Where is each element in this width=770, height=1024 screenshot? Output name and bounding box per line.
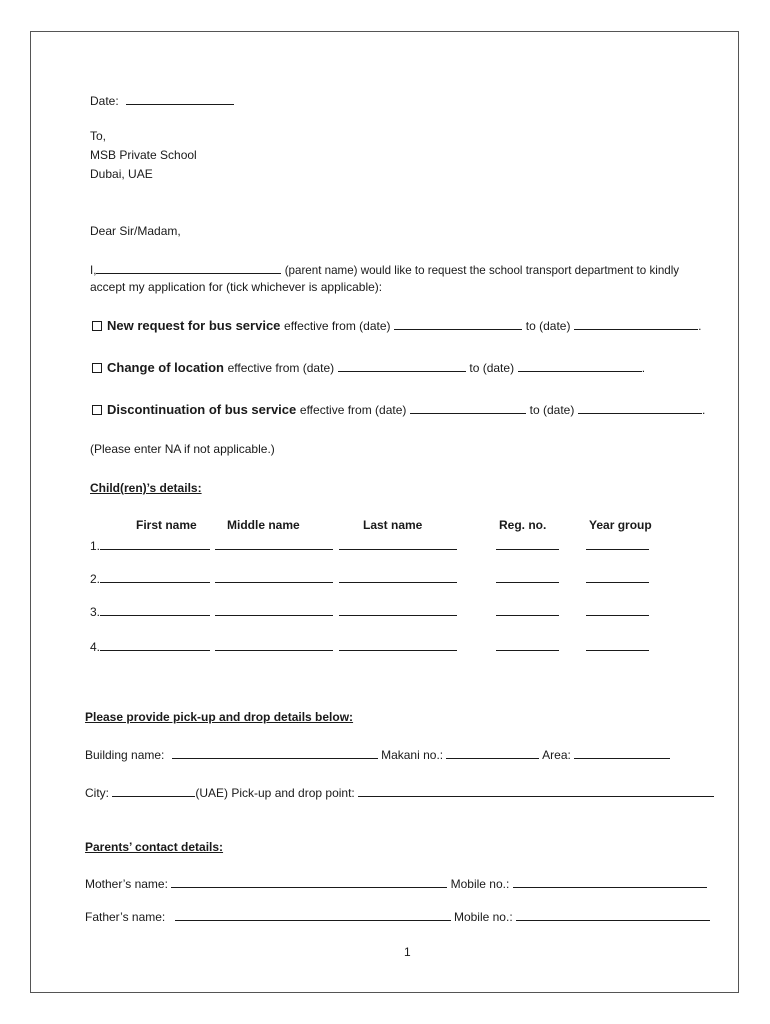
- last-name-field[interactable]: [339, 639, 457, 651]
- salutation: Dear Sir/Madam,: [90, 224, 181, 238]
- city-field[interactable]: [112, 785, 195, 797]
- option-new-request-label: New request for bus service: [107, 318, 281, 333]
- mother-mobile-label: Mobile no.:: [450, 877, 510, 891]
- intro-line-2: accept my application for (tick whichever is applicable):: [90, 280, 383, 294]
- new-request-to-date-field[interactable]: [574, 318, 698, 330]
- last-name-field[interactable]: [339, 604, 457, 616]
- last-name-field[interactable]: [339, 538, 457, 550]
- child-row: [90, 604, 649, 619]
- option-new-request-from: effective from (date): [284, 319, 391, 333]
- year-group-field[interactable]: [586, 604, 649, 616]
- middle-name-field[interactable]: [215, 538, 333, 550]
- option-new-request: [92, 318, 701, 333]
- na-note: (Please enter NA if not applicable.): [90, 442, 275, 456]
- building-name-field[interactable]: [172, 747, 378, 759]
- col-middle-name: Middle name: [227, 518, 300, 532]
- parent-name-field[interactable]: [96, 262, 281, 274]
- change-location-to-date-field[interactable]: [518, 360, 642, 372]
- father-mobile-field[interactable]: [516, 909, 710, 921]
- date-field[interactable]: [126, 93, 234, 105]
- reg-no-field[interactable]: [496, 538, 559, 550]
- year-group-field[interactable]: [586, 639, 649, 651]
- change-location-from-date-field[interactable]: [338, 360, 466, 372]
- new-request-checkbox[interactable]: [92, 321, 102, 331]
- to-line: To,: [90, 129, 107, 143]
- year-group-field[interactable]: [586, 571, 649, 583]
- option-discontinuation: [92, 402, 705, 417]
- children-heading: Child(ren)’s details:: [90, 481, 202, 495]
- form-page: [30, 31, 739, 993]
- first-name-field[interactable]: [100, 604, 210, 616]
- building-label: Building name:: [85, 748, 165, 762]
- reg-no-field[interactable]: [496, 571, 559, 583]
- building-line: [85, 747, 670, 762]
- father-label: Father’s name:: [85, 910, 166, 924]
- col-year-group: Year group: [589, 518, 652, 532]
- row-number: 1.: [90, 539, 101, 553]
- date-line: [90, 93, 234, 108]
- option-change-location-end: .: [641, 361, 646, 375]
- option-discontinuation-to: to (date): [529, 403, 575, 417]
- mother-mobile-field[interactable]: [513, 876, 707, 888]
- option-change-location-label: Change of location: [107, 360, 224, 375]
- area-field[interactable]: [574, 747, 670, 759]
- page-number: 1: [404, 945, 411, 959]
- uae-pickup-label: (UAE) Pick-up and drop point:: [195, 786, 355, 800]
- city-line: [85, 785, 714, 800]
- city-label: City:: [85, 786, 109, 800]
- option-new-request-end: .: [698, 319, 702, 333]
- father-line: [85, 909, 710, 924]
- middle-name-field[interactable]: [215, 571, 333, 583]
- first-name-field[interactable]: [100, 639, 210, 651]
- col-last-name: Last name: [363, 518, 423, 532]
- change-location-checkbox[interactable]: [92, 363, 102, 373]
- row-number: 2.: [90, 572, 101, 586]
- discontinuation-from-date-field[interactable]: [410, 402, 526, 414]
- parents-heading: Parents’ contact details:: [85, 840, 224, 854]
- intro-text-1: (parent name) would like to request the school transport department to kindly: [284, 264, 680, 277]
- date-label: Date:: [90, 94, 119, 108]
- last-name-field[interactable]: [339, 571, 457, 583]
- new-request-from-date-field[interactable]: [394, 318, 522, 330]
- father-mobile-label: Mobile no.:: [453, 910, 513, 924]
- discontinuation-to-date-field[interactable]: [578, 402, 702, 414]
- option-discontinuation-from: effective from (date): [299, 403, 407, 417]
- first-name-field[interactable]: [100, 538, 210, 550]
- father-name-field[interactable]: [175, 909, 451, 921]
- mother-line: [85, 876, 707, 891]
- child-row: [90, 639, 649, 654]
- pickup-point-field[interactable]: [358, 785, 714, 797]
- makani-label: Makani no.:: [381, 748, 444, 762]
- option-change-location-to: to (date): [469, 361, 515, 375]
- school-location: Dubai, UAE: [90, 167, 153, 181]
- mother-name-field[interactable]: [171, 876, 447, 888]
- school-name: MSB Private School: [90, 148, 197, 162]
- makani-field[interactable]: [446, 747, 539, 759]
- option-discontinuation-label: Discontinuation of bus service: [107, 402, 297, 417]
- intro-line-1: [90, 262, 679, 278]
- middle-name-field[interactable]: [215, 604, 333, 616]
- middle-name-field[interactable]: [215, 639, 333, 651]
- year-group-field[interactable]: [586, 538, 649, 550]
- area-label: Area:: [542, 748, 571, 762]
- pickup-heading: Please provide pick-up and drop details below:: [85, 710, 354, 724]
- option-change-location-from: effective from (date): [227, 361, 335, 375]
- option-new-request-to: to (date): [525, 319, 571, 333]
- option-discontinuation-end: .: [701, 403, 706, 417]
- discontinuation-checkbox[interactable]: [92, 405, 102, 415]
- option-change-location: [92, 360, 645, 375]
- row-number: 4.: [90, 640, 101, 654]
- reg-no-field[interactable]: [496, 604, 559, 616]
- col-reg-no: Reg. no.: [499, 518, 547, 532]
- row-number: 3.: [90, 605, 101, 619]
- intro-prefix: I,: [90, 264, 97, 277]
- first-name-field[interactable]: [100, 571, 210, 583]
- mother-label: Mother’s name:: [85, 877, 168, 891]
- col-first-name: First name: [136, 518, 197, 532]
- child-row: [90, 538, 649, 553]
- reg-no-field[interactable]: [496, 639, 559, 651]
- child-row: [90, 571, 649, 586]
